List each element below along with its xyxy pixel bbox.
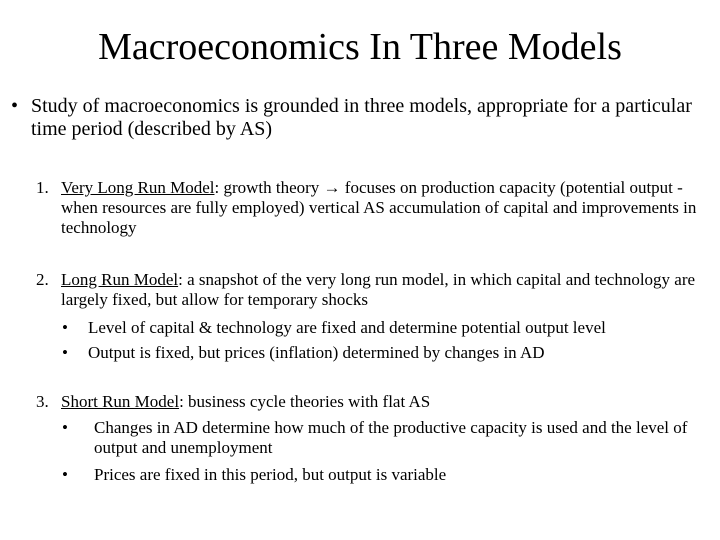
- model-description: : growth theory → focuses on production capacity (potential output - when resources are fully employed) vertical AS accumulation of capital and improvements in technology: [61, 178, 697, 237]
- sub-bullet-marker: •: [62, 418, 68, 437]
- model-description: : a snapshot of the very long run model, in which capital and technology are largely fixed, but allow for temporary shocks: [61, 270, 696, 309]
- sub-bullet-marker: •: [62, 343, 68, 362]
- sub-bullet-marker: •: [62, 465, 68, 484]
- sub-bullet-marker: •: [62, 318, 68, 337]
- sub-bullet-item: [62, 418, 712, 458]
- model-heading: Short Run Model: [61, 392, 180, 411]
- sub-bullet-item: [62, 318, 712, 338]
- model-heading: Very Long Run Model: [61, 178, 215, 197]
- list-number: 2.: [36, 270, 49, 289]
- slide-title: Macroeconomics In Three Models: [98, 26, 622, 68]
- list-number: 3.: [36, 392, 49, 411]
- sub-bullet-text: Level of capital & technology are fixed and determine potential output level: [88, 318, 606, 337]
- model-body: [61, 270, 706, 310]
- model-item-long-run: [36, 270, 706, 310]
- model-item-very-long-run: [36, 178, 706, 238]
- model-description: : business cycle theories with flat AS: [179, 392, 431, 411]
- bullet-marker: •: [11, 95, 19, 117]
- sub-bullet-text: Output is fixed, but prices (inflation) determined by changes in AD: [88, 343, 545, 362]
- sub-bullet-text: Prices are fixed in this period, but output is variable: [94, 465, 447, 484]
- sub-bullet-text: Changes in AD determine how much of the productive capacity is used and the level of output and unemployment: [94, 418, 688, 457]
- intro-text: Study of macroeconomics is grounded in three models, appropriate for a particular time period (described by AS): [31, 95, 692, 140]
- model-item-short-run: [36, 392, 706, 412]
- model-body: [61, 178, 706, 238]
- sub-bullet-item: [62, 343, 712, 363]
- intro-bullet-item: [11, 95, 716, 141]
- sub-bullet-item: [62, 465, 712, 485]
- list-number: 1.: [36, 178, 49, 197]
- model-body: [61, 392, 706, 412]
- model-heading: Long Run Model: [61, 270, 179, 289]
